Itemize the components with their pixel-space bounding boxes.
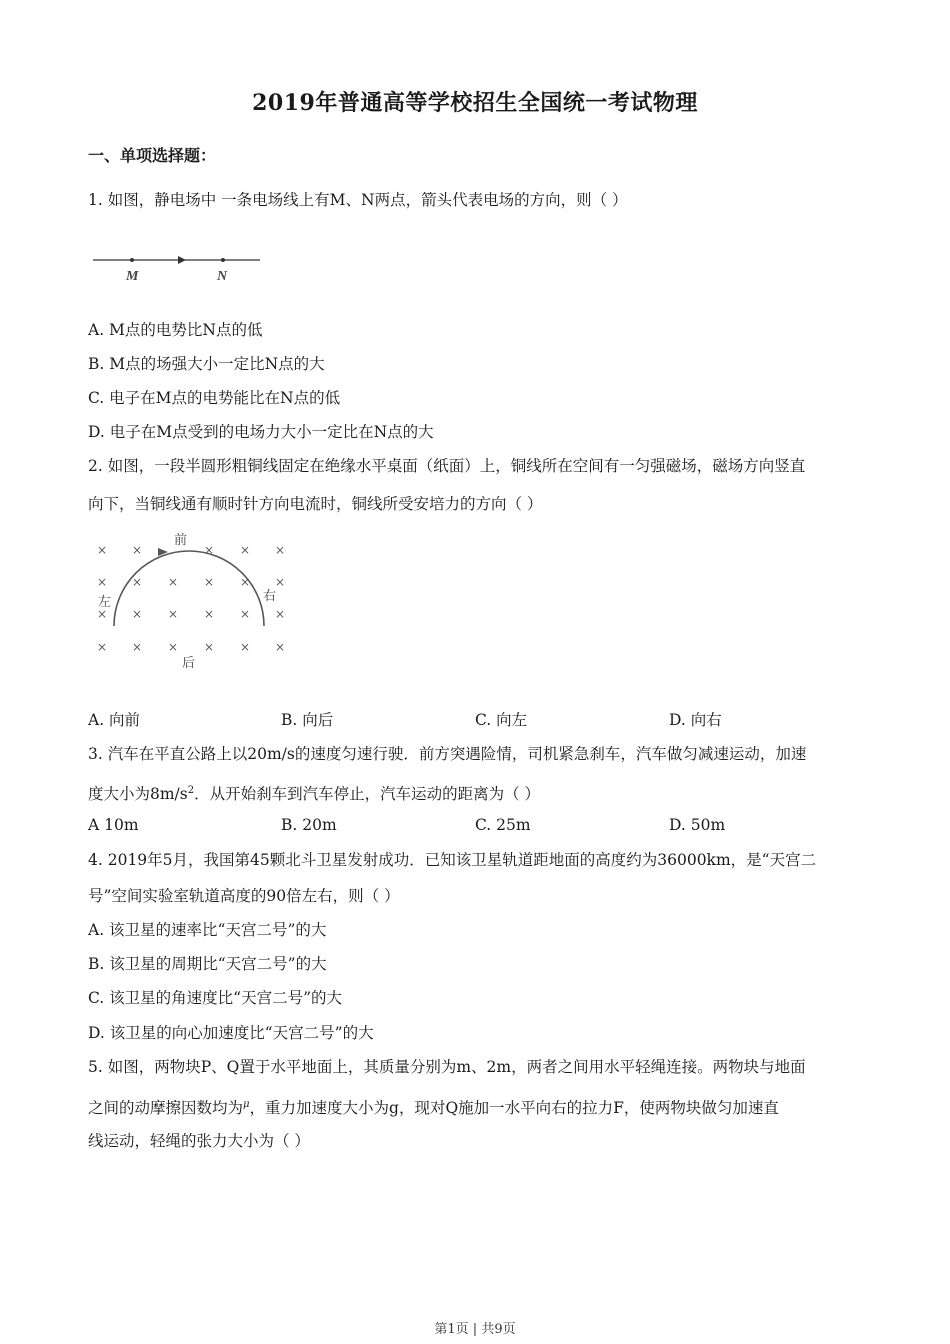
q5-mu-symbol: μ [243, 1099, 250, 1110]
q1-option-d: D. 电子在M点受到的电场力大小一定比在N点的大 [88, 423, 434, 441]
q3-option-d: D. 50m [669, 816, 726, 834]
field-cross-mark: × [204, 575, 215, 589]
q4-stem-line2: 号”空间实验室轨道高度的90倍左右，则（ ） [88, 887, 400, 905]
field-cross-mark: × [240, 575, 251, 589]
q3-stem-line1: 3. 汽车在平直公路上以20m/s的速度匀速行驶．前方突遇险情，司机紧急刹车，汽车做匀减速运动，加速 [88, 745, 807, 763]
field-cross-mark: × [132, 543, 143, 557]
label-n: N [217, 269, 228, 284]
field-cross-mark: × [240, 640, 251, 654]
q4-option-c: C. 该卫星的角速度比“天宫二号”的大 [88, 989, 343, 1007]
q3-stem-line2-pre: 度大小为8m/s [88, 785, 188, 804]
label-right: 右 [263, 589, 277, 604]
field-cross-mark: × [240, 543, 251, 557]
q3-option-c: C. 25m [475, 816, 531, 834]
q2-option-a: A. 向前 [88, 711, 141, 729]
field-cross-mark: × [275, 607, 286, 621]
label-left: 左 [98, 595, 112, 610]
q2-stem-line2: 向下，当铜线通有顺时针方向电流时，铜线所受安培力的方向（ ） [88, 495, 543, 513]
field-cross-mark: × [275, 640, 286, 654]
field-cross-mark: × [132, 640, 143, 654]
page-footer: 第1页 | 共9页 [434, 1322, 516, 1337]
q4-option-d: D. 该卫星的向心加速度比“天宫二号”的大 [88, 1024, 374, 1042]
field-cross-mark: × [204, 543, 215, 557]
field-cross-mark: × [97, 607, 108, 621]
q3-stem-line2 [88, 781, 540, 804]
field-cross-mark: × [132, 575, 143, 589]
q3-option-b: B. 20m [281, 816, 337, 834]
field-cross-mark: × [168, 607, 179, 621]
field-cross-mark: × [97, 640, 108, 654]
field-cross-mark: × [97, 543, 108, 557]
q5-stem-line2-post: ，重力加速度大小为g，现对Q施加一水平向右的拉力F，使两物块做匀加速直 [249, 1099, 779, 1118]
q2-option-b: B. 向后 [281, 711, 334, 729]
q3-option-a: A 10m [88, 816, 139, 834]
field-arrow [178, 256, 186, 264]
field-cross-mark: × [275, 575, 286, 589]
q5-stem-line2-pre: 之间的动摩擦因数均为 [88, 1099, 244, 1118]
q3-superscript: 2 [187, 785, 195, 796]
point-n [221, 258, 225, 262]
field-cross-mark: × [240, 607, 251, 621]
q1-option-b: B. M点的场强大小一定比N点的大 [88, 355, 325, 373]
field-cross-mark: × [275, 543, 286, 557]
magnetic-field-crosses [97, 543, 285, 654]
q2-option-c: C. 向左 [475, 711, 528, 729]
q1-field-line-figure [88, 248, 268, 288]
page-title: 2019年普通高等学校招生全国统一考试物理 [252, 90, 698, 116]
label-m: M [126, 269, 139, 284]
point-m [130, 258, 134, 262]
q2-semicircle-figure [88, 528, 288, 673]
field-cross-mark: × [168, 640, 179, 654]
q4-option-b: B. 该卫星的周期比“天宫二号”的大 [88, 955, 327, 973]
q5-stem-line1: 5. 如图，两物块P、Q置于水平地面上，其质量分别为m、2m，两者之间用水平轻绳连接。两物块与地面 [88, 1058, 806, 1076]
q5-stem-line3: 线运动，轻绳的张力大小为（ ） [88, 1132, 310, 1150]
field-cross-mark: × [132, 607, 143, 621]
q4-stem-line1: 4. 2019年5月，我国第45颗北斗卫星发射成功．已知该卫星轨道距地面的高度约为36000km，是“天宫二 [88, 851, 817, 869]
q1-option-c: C. 电子在M点的电势能比在N点的低 [88, 389, 341, 407]
q4-option-a: A. 该卫星的速率比“天宫二号”的大 [88, 921, 327, 939]
q5-stem-line2 [88, 1095, 779, 1118]
label-back: 后 [182, 656, 196, 671]
label-front: 前 [174, 533, 188, 548]
q1-stem: 1. 如图，静电场中 一条电场线上有M、N两点，箭头代表电场的方向，则（ ） [88, 191, 628, 209]
q1-option-a: A. M点的电势比N点的低 [88, 321, 263, 339]
q2-stem-line1: 2. 如图，一段半圆形粗铜线固定在绝缘水平桌面（纸面）上，铜线所在空间有一匀强磁场，磁场方向竖直 [88, 457, 806, 475]
section-heading: 一、单项选择题： [88, 146, 217, 165]
q3-stem-line2-post: ．从开始刹车到汽车停止，汽车运动的距离为（ ） [194, 785, 541, 804]
field-cross-mark: × [204, 640, 215, 654]
field-cross-mark: × [168, 575, 179, 589]
field-cross-mark: × [204, 607, 215, 621]
field-cross-mark: × [97, 575, 108, 589]
q2-option-d: D. 向右 [669, 711, 722, 729]
